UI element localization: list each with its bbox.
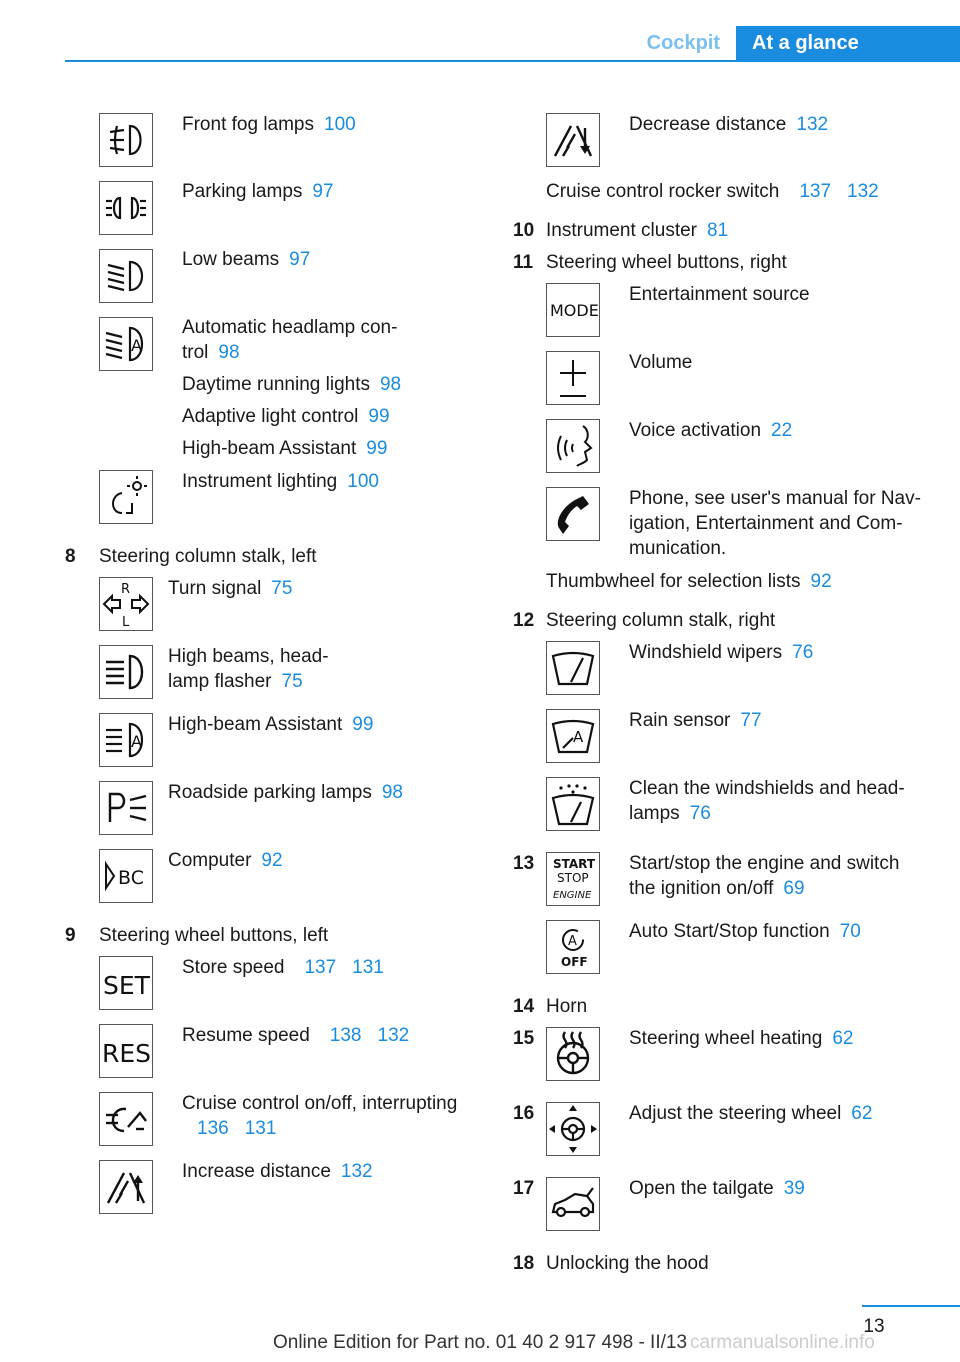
page-ref[interactable]: 39	[783, 1178, 805, 1199]
steering-wheel-heating-label: Steering wheel heating 62	[629, 1028, 854, 1049]
start-stop-icon	[546, 852, 600, 906]
svg-text:R: R	[121, 582, 131, 597]
svg-text:OFF: OFF	[561, 955, 588, 969]
decrease-distance-icon	[546, 113, 600, 167]
item-number-11: 11	[513, 252, 534, 273]
page-ref[interactable]: 75	[281, 671, 303, 692]
edition-footer: Online Edition for Part no. 01 40 2 917 498 - II/13	[272, 1332, 688, 1353]
set-icon	[99, 956, 153, 1010]
instrument-lighting-icon	[99, 470, 153, 524]
rocker-switch-label: Cruise control rocker switch 137 132	[546, 181, 879, 202]
page-ref[interactable]: 22	[771, 420, 793, 441]
daytime-running-lights-label: Daytime running lights 98	[182, 374, 402, 395]
voice-activation-icon	[546, 419, 600, 473]
page-ref[interactable]: 99	[366, 438, 388, 459]
item-number-15: 15	[513, 1028, 535, 1049]
start-stop-label: Start/stop the engine and switch	[629, 853, 900, 874]
phone-icon	[546, 487, 600, 541]
high-beams-icon	[99, 645, 153, 699]
watermark: carmanualsonline.info	[690, 1332, 875, 1353]
page-ref[interactable]: 132	[340, 1161, 373, 1182]
rain-sensor-label: Rain sensor 77	[629, 710, 762, 731]
svg-text:RES: RES	[102, 1039, 152, 1068]
page-ref[interactable]: 97	[289, 249, 311, 270]
page-ref[interactable]: 62	[851, 1103, 873, 1124]
high-beam-assistant-stalk-label: High-beam Assistant 99	[168, 714, 374, 735]
page-ref[interactable]: 62	[832, 1028, 854, 1049]
item-number-9: 9	[65, 925, 76, 946]
auto-start-stop-label: Auto Start/Stop function 70	[629, 921, 861, 942]
instrument-lighting-label: Instrument lighting 100	[182, 471, 379, 492]
page-ref[interactable]: 77	[740, 710, 762, 731]
auto-headlamp-label-2: trol 98	[182, 342, 240, 363]
svg-text:A: A	[568, 934, 577, 949]
svg-text:BC: BC	[118, 867, 144, 889]
page-ref[interactable]: 76	[689, 803, 711, 824]
page-ref[interactable]: 132	[847, 181, 879, 202]
item-number-18: 18	[513, 1253, 535, 1274]
cruise-control-refs	[182, 1116, 276, 1141]
voice-activation-label: Voice activation 22	[629, 420, 793, 441]
item-number-17: 17	[513, 1178, 535, 1199]
thumbwheel-label: Thumbwheel for selection lists 92	[546, 571, 832, 592]
high-beam-assistant-icon	[99, 713, 153, 767]
svg-text:MODE: MODE	[550, 301, 599, 320]
item-title-10: Instrument cluster 81	[546, 220, 729, 241]
page-ref[interactable]: 69	[783, 878, 805, 899]
page-ref[interactable]: 138	[329, 1025, 362, 1046]
item-number-13: 13	[513, 853, 535, 874]
rain-sensor-icon	[546, 709, 600, 763]
resume-speed-label: Resume speed 138 132	[182, 1025, 410, 1046]
item-title-9: Steering wheel buttons, left	[99, 925, 329, 946]
page-ref[interactable]: 76	[792, 642, 814, 663]
windshield-wipers-label: Windshield wipers 76	[629, 642, 814, 663]
volume-label: Volume	[629, 352, 693, 373]
entertainment-source-label: Entertainment source	[629, 284, 810, 305]
header-rule	[65, 60, 960, 62]
decrease-distance-label: Decrease distance 132	[629, 114, 829, 135]
page-ref[interactable]: 92	[810, 571, 832, 592]
high-beam-assistant-label: High-beam Assistant 99	[182, 438, 388, 459]
page-ref[interactable]: 137	[799, 181, 832, 202]
store-speed-label: Store speed 137 131	[182, 957, 384, 978]
computer-bc-icon	[99, 849, 153, 903]
adjust-steering-wheel-label: Adjust the steering wheel 62	[629, 1103, 873, 1124]
svg-text:A: A	[131, 336, 142, 355]
cruise-control-icon	[99, 1092, 153, 1146]
auto-start-stop-icon	[546, 920, 600, 974]
item-title-8: Steering column stalk, left	[99, 546, 317, 567]
svg-text:A: A	[573, 728, 584, 746]
adaptive-light-control-label: Adaptive light control 99	[182, 406, 390, 427]
item-number-8: 8	[65, 546, 76, 567]
roadside-parking-icon	[99, 781, 153, 835]
washer-icon	[546, 777, 600, 831]
phone-label: Phone, see user's manual for Nav-	[629, 488, 921, 509]
phone-label-2: igation, Entertainment and Com-	[629, 513, 903, 534]
page-ref[interactable]: 132	[796, 114, 829, 135]
page-ref[interactable]: 98	[218, 342, 240, 363]
phone-label-3: munication.	[629, 538, 727, 559]
section-label: Cockpit	[646, 32, 720, 54]
computer-label: Computer 92	[168, 850, 283, 871]
page-ref[interactable]: 136	[197, 1118, 229, 1139]
washer-label: Clean the windshields and head-	[629, 778, 905, 799]
low-beams-icon	[99, 249, 153, 303]
res-icon	[99, 1024, 153, 1078]
page-ref[interactable]: 98	[379, 374, 402, 395]
svg-text:START: START	[553, 857, 596, 871]
page-ref[interactable]: 99	[352, 714, 374, 735]
high-beams-label-2: lamp flasher 75	[168, 671, 303, 692]
svg-text:L: L	[122, 615, 130, 630]
item-title-11: Steering wheel buttons, right	[546, 252, 787, 273]
high-beams-label: High beams, head-	[168, 646, 329, 667]
page-ref[interactable]: 70	[839, 921, 861, 942]
item-number-16: 16	[513, 1103, 535, 1124]
tailgate-icon	[546, 1177, 600, 1231]
turn-signal-label: Turn signal 75	[168, 578, 293, 599]
item-title-14: Horn	[546, 996, 588, 1017]
svg-text:STOP: STOP	[557, 871, 589, 885]
page-ref[interactable]: 97	[312, 181, 334, 202]
svg-text:SET: SET	[103, 971, 150, 1000]
svg-text:ENGINE: ENGINE	[553, 890, 592, 901]
increase-distance-label: Increase distance 132	[182, 1161, 373, 1182]
parking-lamps-label: Parking lamps 97	[182, 181, 334, 202]
tailgate-label: Open the tailgate 39	[629, 1178, 805, 1199]
steering-wheel-heating-icon	[546, 1027, 600, 1081]
page-ref[interactable]: 75	[271, 578, 293, 599]
auto-headlamp-icon	[99, 317, 153, 371]
page-ref[interactable]: 81	[707, 220, 729, 241]
item-number-10: 10	[513, 220, 535, 241]
windshield-wipers-icon	[546, 641, 600, 695]
page-ref[interactable]: 98	[381, 782, 403, 803]
roadside-parking-label: Roadside parking lamps 98	[168, 782, 403, 803]
washer-label-2: lamps 76	[629, 803, 711, 824]
parking-lamps-icon	[99, 181, 153, 235]
front-fog-lamps-label: Front fog lamps 100	[182, 114, 356, 135]
volume-icon	[546, 351, 600, 405]
item-number-14: 14	[513, 996, 535, 1017]
mode-icon	[546, 283, 600, 337]
auto-headlamp-label: Automatic headlamp con-	[182, 317, 398, 338]
cruise-control-label: Cruise control on/off, interrupting	[182, 1093, 458, 1114]
page-ref[interactable]: 100	[347, 471, 379, 492]
page-ref[interactable]: 132	[377, 1025, 410, 1046]
start-stop-label-2: the ignition on/off 69	[629, 878, 805, 899]
svg-text:A: A	[131, 732, 142, 751]
page-ref[interactable]: 100	[324, 114, 356, 135]
increase-distance-icon	[99, 1160, 153, 1214]
item-title-18: Unlocking the hood	[546, 1253, 709, 1274]
item-number-12: 12	[513, 610, 535, 631]
page-ref[interactable]: 92	[261, 850, 283, 871]
page-ref[interactable]: 137	[304, 957, 337, 978]
footer-rule	[862, 1305, 960, 1307]
front-fog-lamps-icon	[99, 113, 153, 167]
page-ref[interactable]: 131	[352, 957, 384, 978]
turn-signal-icon	[99, 577, 153, 631]
page-ref[interactable]: 99	[368, 406, 390, 427]
adjust-steering-wheel-icon	[546, 1102, 600, 1156]
chapter-tab: At a glance	[736, 26, 960, 60]
item-title-12: Steering column stalk, right	[546, 610, 776, 631]
low-beams-label: Low beams 97	[182, 249, 311, 270]
page-number: 13	[863, 1316, 885, 1337]
page-ref[interactable]: 131	[244, 1118, 277, 1139]
